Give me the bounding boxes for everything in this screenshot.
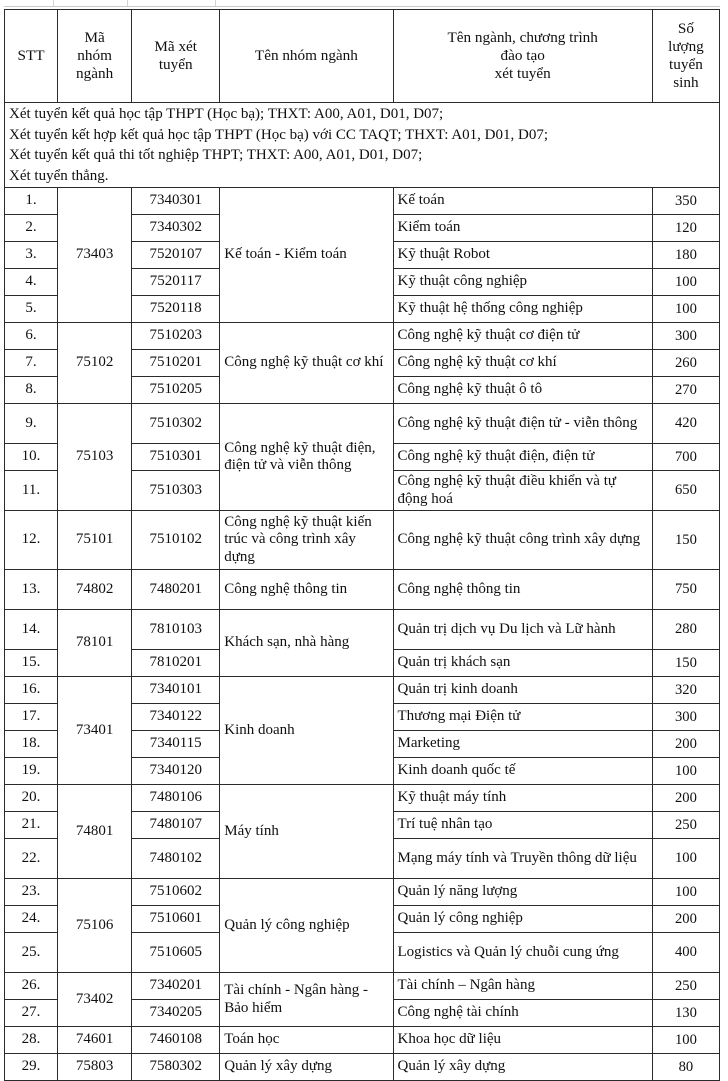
header-quota-line1: Số [677, 19, 694, 37]
cell-stt: 14. [5, 610, 58, 650]
header-group-code-line2: nhóm [77, 46, 112, 64]
cell-group_code: 74802 [58, 570, 132, 610]
note-line-4: Xét tuyển thẳng. [9, 167, 109, 184]
cell-program_name: Công nghệ kỹ thuật cơ điện tử [393, 323, 652, 350]
cell-admission_code: 7480107 [132, 812, 220, 839]
cell-quota: 420 [652, 404, 719, 444]
cell-stt: 24. [5, 906, 58, 933]
cell-group_code: 75103 [58, 404, 132, 511]
cell-admission_code: 7810103 [132, 610, 220, 650]
cell-stt: 17. [5, 704, 58, 731]
header-quota-line4: sinh [673, 74, 699, 92]
cell-program_name: Quản trị khách sạn [393, 650, 652, 677]
cell-program_name: Trí tuệ nhân tạo [393, 812, 652, 839]
cell-quota: 100 [652, 758, 719, 785]
cell-stt: 16. [5, 677, 58, 704]
cell-admission_code: 7510605 [132, 933, 220, 973]
header-group-code-line1: Mã [84, 28, 105, 46]
cell-program_name: Marketing [393, 731, 652, 758]
cell-stt: 28. [5, 1027, 58, 1054]
cell-admission_code: 7510201 [132, 350, 220, 377]
cell-group_name: Công nghệ kỹ thuật kiến trúc và công trình xây dựng [220, 511, 393, 570]
header-admission-code-line2: tuyển [158, 56, 193, 73]
cell-stt: 22. [5, 839, 58, 879]
cell-stt: 19. [5, 758, 58, 785]
cell-group_code: 75101 [58, 511, 132, 570]
cell-stt: 15. [5, 650, 58, 677]
table-row [5, 1027, 720, 1054]
admission-methods-note-row [5, 103, 720, 188]
cell-quota: 200 [652, 731, 719, 758]
cell-program_name: Kiểm toán [393, 215, 652, 242]
cell-admission_code: 7480106 [132, 785, 220, 812]
table-row [5, 879, 720, 906]
cell-quota: 350 [652, 188, 719, 215]
cell-group_code: 75803 [58, 1054, 132, 1081]
cell-quota: 200 [652, 785, 719, 812]
cell-quota: 250 [652, 973, 719, 1000]
cell-quota: 100 [652, 1027, 719, 1054]
cell-admission_code: 7510601 [132, 906, 220, 933]
table-row [5, 677, 720, 704]
cell-group_name: Kinh doanh [220, 677, 393, 785]
cell-group_name: Công nghệ kỹ thuật cơ khí [220, 323, 393, 404]
cell-group_code: 74801 [58, 785, 132, 879]
cell-admission_code: 7340205 [132, 1000, 220, 1027]
table-row [5, 973, 720, 1000]
cell-admission_code: 7480102 [132, 839, 220, 879]
table-row [5, 188, 720, 215]
cell-quota: 300 [652, 704, 719, 731]
note-line-2: Xét tuyển kết hợp kết quả học tập THPT (Học bạ) với CC TAQT; THXT: A01, D01, D07; [9, 126, 548, 143]
cell-quota: 150 [652, 650, 719, 677]
cell-admission_code: 7340122 [132, 704, 220, 731]
header-program-name [393, 10, 652, 103]
cell-stt: 5. [5, 296, 58, 323]
cell-admission_code: 7510205 [132, 377, 220, 404]
cell-group_name: Khách sạn, nhà hàng [220, 610, 393, 677]
cell-program_name: Quản trị dịch vụ Du lịch và Lữ hành [393, 610, 652, 650]
cell-stt: 29. [5, 1054, 58, 1081]
cell-quota: 180 [652, 242, 719, 269]
cutoff-tick [53, 0, 54, 7]
header-admission-code-line1: Mã xét [154, 37, 198, 55]
cell-program_name: Công nghệ tài chính [393, 1000, 652, 1027]
header-admission-code [132, 10, 220, 103]
cell-group_code: 73402 [58, 973, 132, 1027]
header-program-name-line1: Tên ngành, chương trình [447, 28, 598, 46]
cell-admission_code: 7520107 [132, 242, 220, 269]
cell-stt: 10. [5, 444, 58, 471]
cell-quota: 80 [652, 1054, 719, 1081]
cell-group_code: 75102 [58, 323, 132, 404]
cell-group_code: 73403 [58, 188, 132, 323]
cell-program_name: Tài chính – Ngân hàng [393, 973, 652, 1000]
cell-stt: 23. [5, 879, 58, 906]
header-program-name-line2: đào tạo [500, 46, 545, 64]
table-row [5, 570, 720, 610]
cell-admission_code: 7510102 [132, 511, 220, 570]
cell-program_name: Kỹ thuật Robot [393, 242, 652, 269]
cell-admission_code: 7810201 [132, 650, 220, 677]
cell-admission_code: 7460108 [132, 1027, 220, 1054]
cell-program_name: Thương mại Điện tử [393, 704, 652, 731]
cell-program_name: Công nghệ kỹ thuật công trình xây dựng [393, 511, 652, 570]
cell-quota: 400 [652, 933, 719, 973]
header-stt: STT [5, 10, 58, 103]
cell-group_name: Tài chính - Ngân hàng - Bảo hiểm [220, 973, 393, 1027]
cell-stt: 20. [5, 785, 58, 812]
cell-quota: 260 [652, 350, 719, 377]
cell-program_name: Quản lý công nghiệp [393, 906, 652, 933]
cell-stt: 12. [5, 511, 58, 570]
cell-quota: 200 [652, 906, 719, 933]
cell-group_code: 78101 [58, 610, 132, 677]
table-row [5, 1054, 720, 1081]
header-program-name-line3: xét tuyển [494, 65, 551, 83]
table-row [5, 404, 720, 444]
cell-stt: 27. [5, 1000, 58, 1027]
table-row [5, 323, 720, 350]
cell-program_name: Kỹ thuật hệ thống công nghiệp [393, 296, 652, 323]
cell-stt: 26. [5, 973, 58, 1000]
cell-program_name: Quản trị kinh doanh [393, 677, 652, 704]
cell-stt: 8. [5, 377, 58, 404]
cell-group_code: 73401 [58, 677, 132, 785]
cell-admission_code: 7520117 [132, 269, 220, 296]
cell-quota: 250 [652, 812, 719, 839]
header-quota-line3: tuyển [669, 56, 703, 73]
cell-program_name: Công nghệ kỹ thuật ô tô [393, 377, 652, 404]
cell-admission_code: 7510301 [132, 444, 220, 471]
cell-admission_code: 7340120 [132, 758, 220, 785]
cell-group_name: Máy tính [220, 785, 393, 879]
cell-stt: 2. [5, 215, 58, 242]
cell-admission_code: 7340101 [132, 677, 220, 704]
cutoff-rule [4, 6, 720, 7]
cell-stt: 3. [5, 242, 58, 269]
cell-group_code: 75106 [58, 879, 132, 973]
cell-program_name: Kế toán [393, 188, 652, 215]
cell-quota: 750 [652, 570, 719, 610]
cell-program_name: Công nghệ kỹ thuật điều khiển và tự động hoá [393, 471, 652, 511]
cell-admission_code: 7340302 [132, 215, 220, 242]
cell-quota: 120 [652, 215, 719, 242]
cell-stt: 18. [5, 731, 58, 758]
header-group-name: Tên nhóm ngành [220, 10, 393, 103]
cell-program_name: Khoa học dữ liệu [393, 1027, 652, 1054]
cell-quota: 150 [652, 511, 719, 570]
cell-admission_code: 7510303 [132, 471, 220, 511]
cell-program_name: Quản lý năng lượng [393, 879, 652, 906]
cell-admission_code: 7340115 [132, 731, 220, 758]
cell-program_name: Kỹ thuật máy tính [393, 785, 652, 812]
cell-quota: 280 [652, 610, 719, 650]
cell-quota: 270 [652, 377, 719, 404]
header-quota-line2: lượng [668, 37, 704, 55]
header-row [5, 10, 720, 103]
cell-stt: 4. [5, 269, 58, 296]
cell-admission_code: 7510602 [132, 879, 220, 906]
cell-quota: 650 [652, 471, 719, 511]
cell-group_name: Kế toán - Kiểm toán [220, 188, 393, 323]
cell-admission_code: 7510203 [132, 323, 220, 350]
cell-group_name: Quản lý công nghiệp [220, 879, 393, 973]
cell-admission_code: 7520118 [132, 296, 220, 323]
cell-program_name: Kỹ thuật công nghiệp [393, 269, 652, 296]
cell-program_name: Công nghệ kỹ thuật điện, điện tử [393, 444, 652, 471]
cell-group_name: Công nghệ kỹ thuật điện, điện tử và viễn thông [220, 404, 393, 511]
cell-quota: 130 [652, 1000, 719, 1027]
cell-stt: 9. [5, 404, 58, 444]
cell-group_name: Công nghệ thông tin [220, 570, 393, 610]
cutoff-tick [215, 0, 216, 7]
cell-group_code: 74601 [58, 1027, 132, 1054]
cell-program_name: Kinh doanh quốc tế [393, 758, 652, 785]
cell-admission_code: 7340201 [132, 973, 220, 1000]
cutoff-tick [127, 0, 128, 7]
admission-quota-sheet [4, 9, 720, 1081]
cell-stt: 25. [5, 933, 58, 973]
page-top-cutoff-strip [0, 0, 728, 9]
cell-program_name: Logistics và Quản lý chuỗi cung ứng [393, 933, 652, 973]
header-quota [652, 10, 719, 103]
table-row [5, 785, 720, 812]
cell-admission_code: 7340301 [132, 188, 220, 215]
cell-stt: 1. [5, 188, 58, 215]
table-row [5, 610, 720, 650]
admission-methods-note [5, 103, 720, 188]
cell-quota: 100 [652, 839, 719, 879]
note-line-3: Xét tuyển kết quả thi tốt nghiệp THPT; THXT: A00, A01, D01, D07; [9, 147, 423, 164]
cell-group_name: Toán học [220, 1027, 393, 1054]
cell-stt: 21. [5, 812, 58, 839]
cell-quota: 100 [652, 879, 719, 906]
cell-quota: 320 [652, 677, 719, 704]
cell-stt: 7. [5, 350, 58, 377]
cell-group_name: Quản lý xây dựng [220, 1054, 393, 1081]
cell-stt: 13. [5, 570, 58, 610]
cell-program_name: Quản lý xây dựng [393, 1054, 652, 1081]
header-group-code-line3: ngành [76, 65, 114, 83]
note-line-1: Xét tuyển kết quả học tập THPT (Học bạ); THXT: A00, A01, D01, D07; [9, 106, 444, 122]
table-row [5, 511, 720, 570]
cell-program_name: Mạng máy tính và Truyền thông dữ liệu [393, 839, 652, 879]
table-body [5, 103, 720, 1081]
cell-stt: 6. [5, 323, 58, 350]
cell-program_name: Công nghệ thông tin [393, 570, 652, 610]
cell-quota: 300 [652, 323, 719, 350]
cell-program_name: Công nghệ kỹ thuật cơ khí [393, 350, 652, 377]
cell-program_name: Công nghệ kỹ thuật điện tử - viễn thông [393, 404, 652, 444]
header-group-code [58, 10, 132, 103]
admission-table [4, 9, 720, 1081]
cell-stt: 11. [5, 471, 58, 511]
table-header [5, 10, 720, 103]
cell-admission_code: 7580302 [132, 1054, 220, 1081]
cell-quota: 100 [652, 269, 719, 296]
cell-quota: 100 [652, 296, 719, 323]
cell-admission_code: 7510302 [132, 404, 220, 444]
cell-quota: 700 [652, 444, 719, 471]
cell-admission_code: 7480201 [132, 570, 220, 610]
